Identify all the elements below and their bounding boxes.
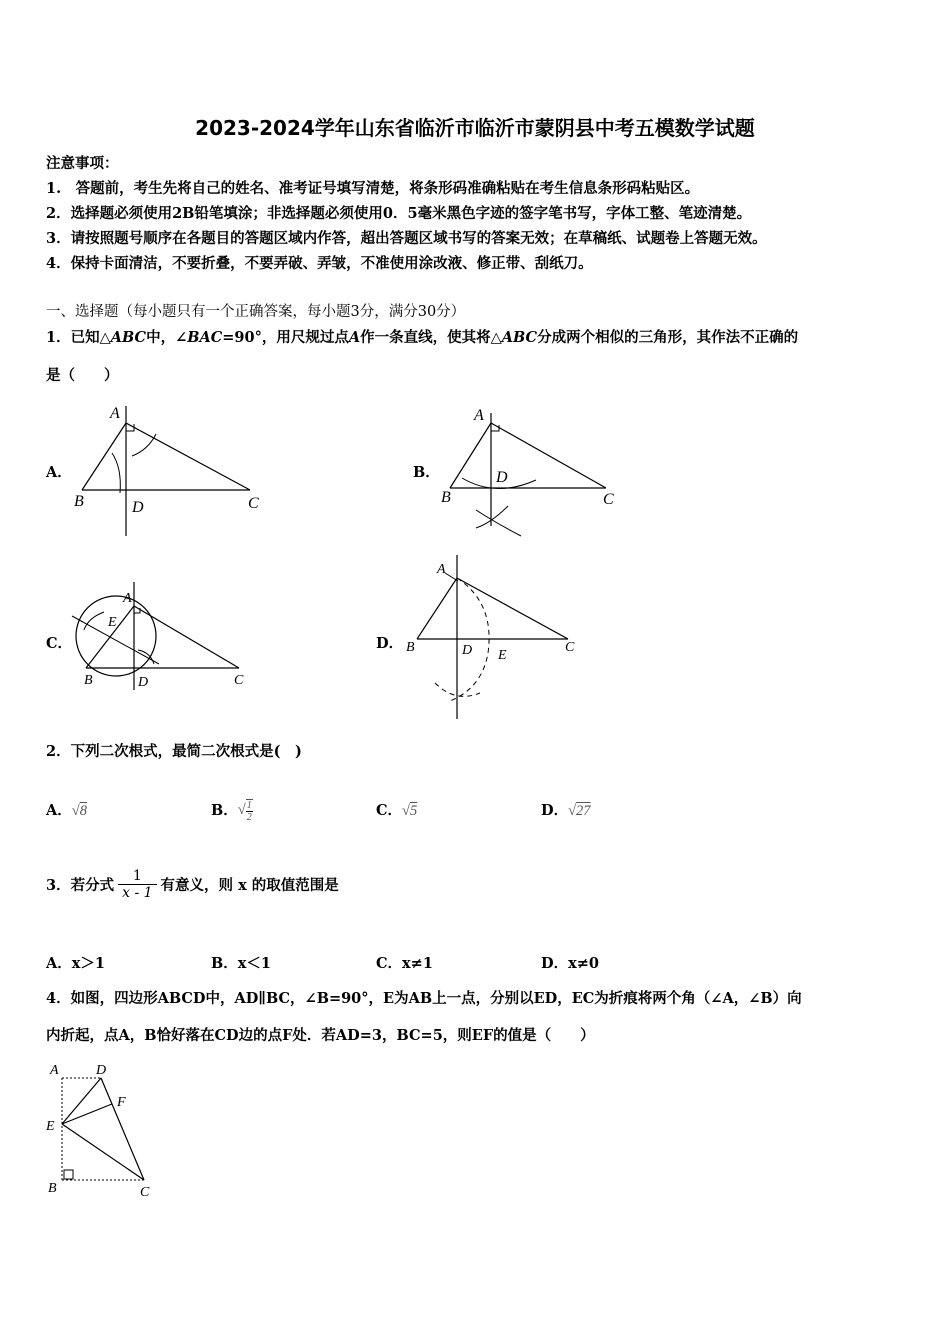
q4-label-f: F [117,1095,126,1110]
q3-option-a[interactable]: A．x＞1 [46,955,105,972]
fig-a-side-ab [82,423,126,490]
q2-option-c[interactable]: C．√5 [376,802,418,819]
fig-c-arc-1 [84,612,104,630]
page-title: 2023-2024学年山东省临沂市临沂市蒙阴县中考五模数学试题 [195,116,755,140]
fig-c-label-c: C [234,673,244,688]
fig-c-label-b: B [84,673,93,688]
fig-d-label-c: C [565,640,575,655]
fig-d-label-d: D [462,643,473,658]
fig-c-circle [76,596,156,676]
q4-label-a: A [50,1063,59,1078]
fig-b-label-d: D [496,469,508,486]
fig-a-label-c: C [248,495,259,512]
q1-option-d-label[interactable]: D． [376,635,404,652]
q2-a-radicand: 8 [79,803,87,819]
q1-option-b-label[interactable]: B． [413,464,440,481]
fig-b-side-ab [450,423,491,488]
q4-crease-ed [62,1078,101,1124]
q4-figure [44,1058,164,1203]
fig-c-label-a: A [123,591,132,606]
q4-segment-ef [62,1104,112,1124]
fig-a-arc-2 [112,453,120,493]
fig-b-side-ac [491,423,606,488]
fig-b-label-b: B [441,489,451,506]
fig-a-label-a: A [110,405,120,422]
fig-b-arc-2 [476,510,521,536]
q1-option-a-label[interactable]: A． [46,464,72,481]
fig-b-label-c: C [603,491,614,508]
q1-figure-d [400,553,590,723]
q1-figure-a [70,398,270,540]
notice-item-2: 2．选择题必须使用2B铅笔填涂；非选择题必须使用0．5毫米黑色字迹的签字笔书写，字体工整、笔迹清楚。 [46,205,752,222]
fig-d-label-b: B [406,640,415,655]
fig-a-label-d: D [132,499,144,516]
question-4-line-2: 内折起，点A，B恰好落在CD边的点F处．若AD=3，BC=5，则EF的值是（ ） [46,1027,595,1044]
question-3-text: 3．若分式 $\frac{1}{x - 1}$ 有意义，则 x 的取值范围是 [46,868,339,901]
notice-item-1: 1. 答题前，考生先将自己的姓名、准考证号填写清楚，将条形码准确粘贴在考生信息条形码粘贴区。 [46,180,700,197]
question-2-text: 2．下列二次根式，最简二次根式是( ) [46,743,302,760]
fig-c-label-d: D [138,675,149,690]
fig-d-side-ab [417,578,457,639]
notice-item-4: 4．保持卡面清洁，不要折叠，不要弄破、弄皱，不准使用涂改液、修正带、刮纸刀。 [46,255,593,272]
q4-label-d: D [96,1063,107,1078]
question-1-line-2: 是（ ） [46,367,119,384]
section-heading: 一、选择题（每小题只有一个正确答案，每小题3分，满分30分） [46,304,466,320]
q1-figure-b [436,398,636,540]
q2-option-a[interactable]: A．√8 [46,802,87,819]
q4-label-b: B [48,1181,57,1196]
fig-d-label-a: A [437,562,446,577]
q1-option-c-label[interactable]: C． [46,635,73,652]
q4-right-angle [64,1170,73,1179]
question-4-text: 4．如图，四边形ABCD中，AD∥BC，∠B=90°，E为AB上一点，分别以ED，EC为折痕将两个角（∠A，∠B）向 [46,990,802,1007]
q1-figure-c [64,580,254,692]
q2-option-b[interactable]: B．√ $\frac{1}{2}$ [211,800,252,823]
fig-a-label-b: B [74,493,84,510]
fig-d-label-e: E [498,648,507,663]
fig-d-tick [445,573,458,581]
q4-label-c: C [140,1185,150,1200]
fig-a-side-ac [126,423,250,490]
q2-option-d[interactable]: D．√27 [541,802,591,819]
q3-fraction: $\frac{1}{x - 1}$ [118,868,156,901]
notice-item-3: 3．请按照题号顺序在各题目的答题区域内作答，超出答题区域书写的答案无效；在草稿纸、试题卷上答题无效。 [46,230,767,247]
fig-b-label-a: A [474,407,484,424]
fig-c-label-e: E [108,615,117,630]
q3-option-b[interactable]: B．x＜1 [211,955,271,972]
q4-label-e: E [46,1119,55,1134]
fig-d-side-ac [457,578,568,639]
q3-option-d[interactable]: D．x≠0 [541,955,599,972]
notice-heading: 注意事项： [46,155,119,172]
question-1-text: 1．已知△ABC中，∠BAC=90°，用尺规过点A作一条直线，使其将△ABC分成两个相似的三角形，其作法不正确的 [46,329,799,346]
fig-b-arc-3 [476,506,508,528]
q3-option-c[interactable]: C．x≠1 [376,955,433,972]
